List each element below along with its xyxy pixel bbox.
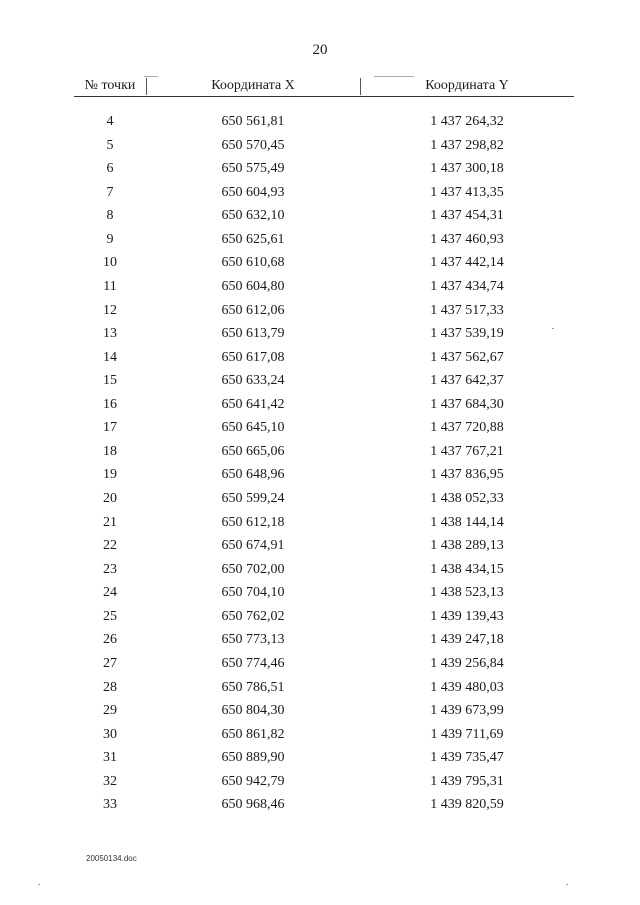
coordinates-table-body: [74, 112, 574, 819]
coordinate-y-cell: 1 439 256,84: [430, 655, 504, 671]
coordinate-y-cell: 1 439 247,18: [430, 632, 504, 648]
document-filename: 20050134.doc: [86, 854, 137, 863]
point-number-cell: 26: [103, 632, 117, 648]
point-number-cell: 9: [106, 231, 114, 247]
coordinate-x-cell: 650 632,10: [221, 208, 285, 224]
coordinate-x-cell: 650 604,80: [221, 278, 285, 294]
point-number-cell: 25: [103, 608, 117, 624]
coordinate-x-cell: 650 625,61: [221, 231, 285, 247]
coordinate-x-cell: 650 570,45: [221, 137, 285, 153]
column-header-coordinate-x: Координата X: [211, 78, 295, 93]
coordinate-x-cell: 650 702,00: [221, 561, 285, 577]
table-row: [74, 701, 574, 725]
coordinate-x-cell: 650 774,46: [221, 655, 285, 671]
table-row: [74, 536, 574, 560]
point-number-cell: 20: [103, 491, 117, 506]
table-row: [74, 348, 574, 372]
point-number-cell: 14: [103, 349, 117, 365]
table-row: [74, 795, 574, 819]
coordinate-y-cell: 1 438 289,13: [430, 538, 504, 554]
point-number-cell: 4: [106, 114, 114, 129]
coordinate-y-cell: 1 437 298,82: [430, 137, 504, 153]
table-row: [74, 183, 574, 207]
point-number-cell: 31: [103, 750, 117, 766]
table-row: [74, 772, 574, 796]
coordinate-x-cell: 650 704,10: [221, 585, 285, 601]
point-number-cell: 18: [103, 443, 117, 459]
point-number-cell: 33: [103, 797, 117, 813]
coordinate-x-cell: 650 861,82: [221, 726, 285, 742]
point-number-cell: 22: [103, 538, 117, 554]
page-number: 20: [312, 42, 328, 58]
table-row: [74, 489, 574, 513]
coordinate-y-cell: 1 437 720,88: [430, 420, 504, 436]
coordinate-x-cell: 650 599,24: [221, 491, 285, 506]
point-number-cell: 10: [103, 255, 117, 271]
table-row: [74, 112, 574, 136]
coordinate-x-cell: 650 645,10: [221, 420, 285, 436]
coordinate-y-cell: 1 437 642,37: [430, 373, 504, 389]
coordinate-y-cell: 1 437 767,21: [430, 443, 504, 459]
table-row: [74, 607, 574, 631]
coordinate-y-cell: 1 439 795,31: [430, 773, 504, 789]
coordinate-y-cell: 1 437 413,35: [430, 184, 504, 200]
coordinate-y-cell: 1 439 711,69: [430, 726, 504, 742]
point-number-cell: 15: [103, 373, 117, 389]
point-number-cell: 16: [103, 396, 117, 412]
table-row: [74, 442, 574, 466]
coordinate-x-cell: 650 575,49: [221, 161, 285, 177]
coordinate-x-cell: 650 889,90: [221, 750, 285, 766]
column-header-coordinate-y: Координата Y: [425, 78, 509, 93]
scan-speck: [38, 884, 40, 885]
table-row: [74, 748, 574, 772]
point-number-cell: 12: [103, 302, 117, 318]
coordinate-y-cell: 1 439 480,03: [430, 679, 504, 695]
point-number-cell: 21: [103, 514, 117, 530]
coordinate-y-cell: 1 437 454,31: [430, 208, 504, 224]
coordinate-y-cell: 1 439 673,99: [430, 703, 504, 719]
coordinate-y-cell: 1 437 562,67: [430, 349, 504, 365]
coordinate-x-cell: 650 648,96: [221, 467, 285, 483]
table-row: [74, 136, 574, 160]
table-row: [74, 678, 574, 702]
coordinate-x-cell: 650 942,79: [221, 773, 285, 789]
coordinate-y-cell: 1 437 300,18: [430, 161, 504, 177]
scan-speck: [552, 328, 554, 329]
table-row: [74, 277, 574, 301]
table-row: [74, 324, 574, 348]
coordinate-y-cell: 1 437 264,32: [430, 114, 504, 129]
coordinate-x-cell: 650 610,68: [221, 255, 285, 271]
coordinate-x-cell: 650 773,13: [221, 632, 285, 648]
scan-speck: [566, 884, 568, 885]
coordinate-x-cell: 650 762,02: [221, 608, 285, 624]
coordinate-x-cell: 650 604,93: [221, 184, 285, 200]
coordinate-y-cell: 1 439 735,47: [430, 750, 504, 766]
table-row: [74, 560, 574, 584]
point-number-cell: 6: [106, 161, 114, 177]
coordinate-y-cell: 1 438 434,15: [430, 561, 504, 577]
coordinate-y-cell: 1 438 144,14: [430, 514, 504, 530]
point-number-cell: 13: [103, 326, 117, 342]
table-row: [74, 418, 574, 442]
table-row: [74, 630, 574, 654]
point-number-cell: 8: [106, 208, 114, 224]
coordinate-x-cell: 650 786,51: [221, 679, 285, 695]
table-row: [74, 371, 574, 395]
coordinate-y-cell: 1 437 434,74: [430, 278, 504, 294]
coordinate-y-cell: 1 437 539,19: [430, 326, 504, 342]
coordinate-y-cell: 1 437 442,14: [430, 255, 504, 271]
point-number-cell: 24: [103, 585, 117, 601]
table-row: [74, 395, 574, 419]
column-header-point-number: № точки: [84, 78, 136, 93]
table-row: [74, 159, 574, 183]
point-number-cell: 28: [103, 679, 117, 695]
point-number-cell: 32: [103, 773, 117, 789]
coordinate-x-cell: 650 665,06: [221, 443, 285, 459]
coordinate-x-cell: 650 613,79: [221, 326, 285, 342]
coordinate-x-cell: 650 612,18: [221, 514, 285, 530]
coordinate-x-cell: 650 612,06: [221, 302, 285, 318]
table-row: [74, 583, 574, 607]
table-row: [74, 513, 574, 537]
coordinate-y-cell: 1 437 517,33: [430, 302, 504, 318]
table-row: [74, 253, 574, 277]
table-row: [74, 206, 574, 230]
point-number-cell: 19: [103, 467, 117, 483]
coordinate-y-cell: 1 439 139,43: [430, 608, 504, 624]
table-row: [74, 725, 574, 749]
point-number-cell: 30: [103, 726, 117, 742]
coordinate-x-cell: 650 561,81: [221, 114, 285, 129]
coordinate-y-cell: 1 437 460,93: [430, 231, 504, 247]
point-number-cell: 11: [103, 278, 117, 294]
coordinate-x-cell: 650 674,91: [221, 538, 285, 554]
table-row: [74, 465, 574, 489]
point-number-cell: 7: [106, 184, 114, 200]
coordinate-y-cell: 1 438 052,33: [430, 491, 504, 506]
table-row: [74, 230, 574, 254]
point-number-cell: 17: [103, 420, 117, 436]
coordinate-x-cell: 650 968,46: [221, 797, 285, 813]
point-number-cell: 5: [106, 137, 114, 153]
coordinate-x-cell: 650 617,08: [221, 349, 285, 365]
coordinate-x-cell: 650 804,30: [221, 703, 285, 719]
point-number-cell: 23: [103, 561, 117, 577]
coordinate-x-cell: 650 641,42: [221, 396, 285, 412]
coordinate-y-cell: 1 437 684,30: [430, 396, 504, 412]
coordinate-y-cell: 1 439 820,59: [430, 797, 504, 813]
coordinate-y-cell: 1 437 836,95: [430, 467, 504, 483]
point-number-cell: 29: [103, 703, 117, 719]
table-row: [74, 654, 574, 678]
point-number-cell: 27: [103, 655, 117, 671]
coordinate-y-cell: 1 438 523,13: [430, 585, 504, 601]
coordinate-x-cell: 650 633,24: [221, 373, 285, 389]
table-header: [74, 76, 574, 97]
table-row: [74, 301, 574, 325]
